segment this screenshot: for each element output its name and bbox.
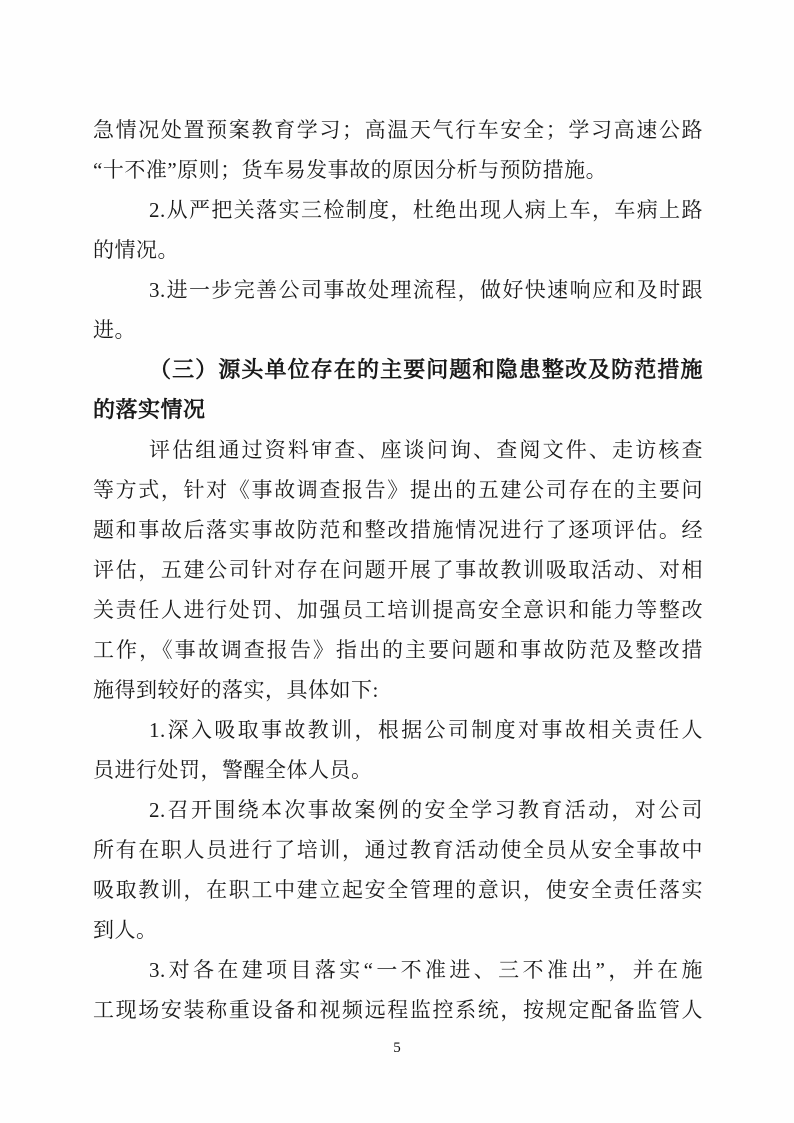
text-line: “十不准”原则；货车易发事故的原因分析与预防措施。 [93, 158, 608, 182]
text-line: 员进行处罚，警醒全体人员。 [93, 758, 373, 782]
text-line: 所有在职人员进行了培训，通过教育活动使全员从安全事故中 [93, 838, 703, 862]
text-line: 关责任人进行处罚、加强员工培训提高安全意识和能力等整改 [93, 598, 703, 622]
text-line: 工作，《事故调查报告》指出的主要问题和事故防范及整改措 [93, 638, 703, 662]
text-line: 施得到较好的落实，具体如下: [93, 678, 379, 702]
text-line: 2.从严把关落实三检制度，杜绝出现人病上车，车病上路 [149, 198, 703, 222]
text-line: 到人。 [93, 918, 158, 942]
text-line: 工现场安装称重设备和视频远程监控系统，按规定配备监管人 [93, 998, 703, 1022]
text-line: 急情况处置预案教育学习；高温天气行车安全；学习高速公路 [93, 118, 703, 142]
text-line: 的情况。 [93, 238, 179, 262]
text-line: 2.召开围绕本次事故案例的安全学习教育活动，对公司 [149, 798, 703, 822]
section-heading-line: 的落实情况 [93, 397, 206, 422]
text-line: 3.对各在建项目落实“一不准进、三不准出”，并在施 [149, 958, 703, 982]
section-heading-line: （三）源头单位存在的主要问题和隐患整改及防范措施 [149, 357, 703, 382]
page-number: 5 [393, 1040, 401, 1056]
text-body [93, 110, 703, 1030]
text-line: 1.深入吸取事故教训，根据公司制度对事故相关责任人 [149, 718, 703, 742]
text-line: 3.进一步完善公司事故处理流程，做好快速响应和及时跟 [149, 278, 703, 302]
text-line: 评估组通过资料审查、座谈问询、查阅文件、走访核查 [149, 438, 703, 462]
text-line: 吸取教训，在职工中建立起安全管理的意识，使安全责任落实 [93, 878, 703, 902]
text-line: 评估，五建公司针对存在问题开展了事故教训吸取活动、对相 [93, 558, 703, 582]
text-line: 题和事故后落实事故防范和整改措施情况进行了逐项评估。经 [93, 518, 703, 542]
text-line: 等方式，针对《事故调查报告》提出的五建公司存在的主要问 [93, 478, 703, 502]
text-line: 进。 [93, 318, 136, 342]
